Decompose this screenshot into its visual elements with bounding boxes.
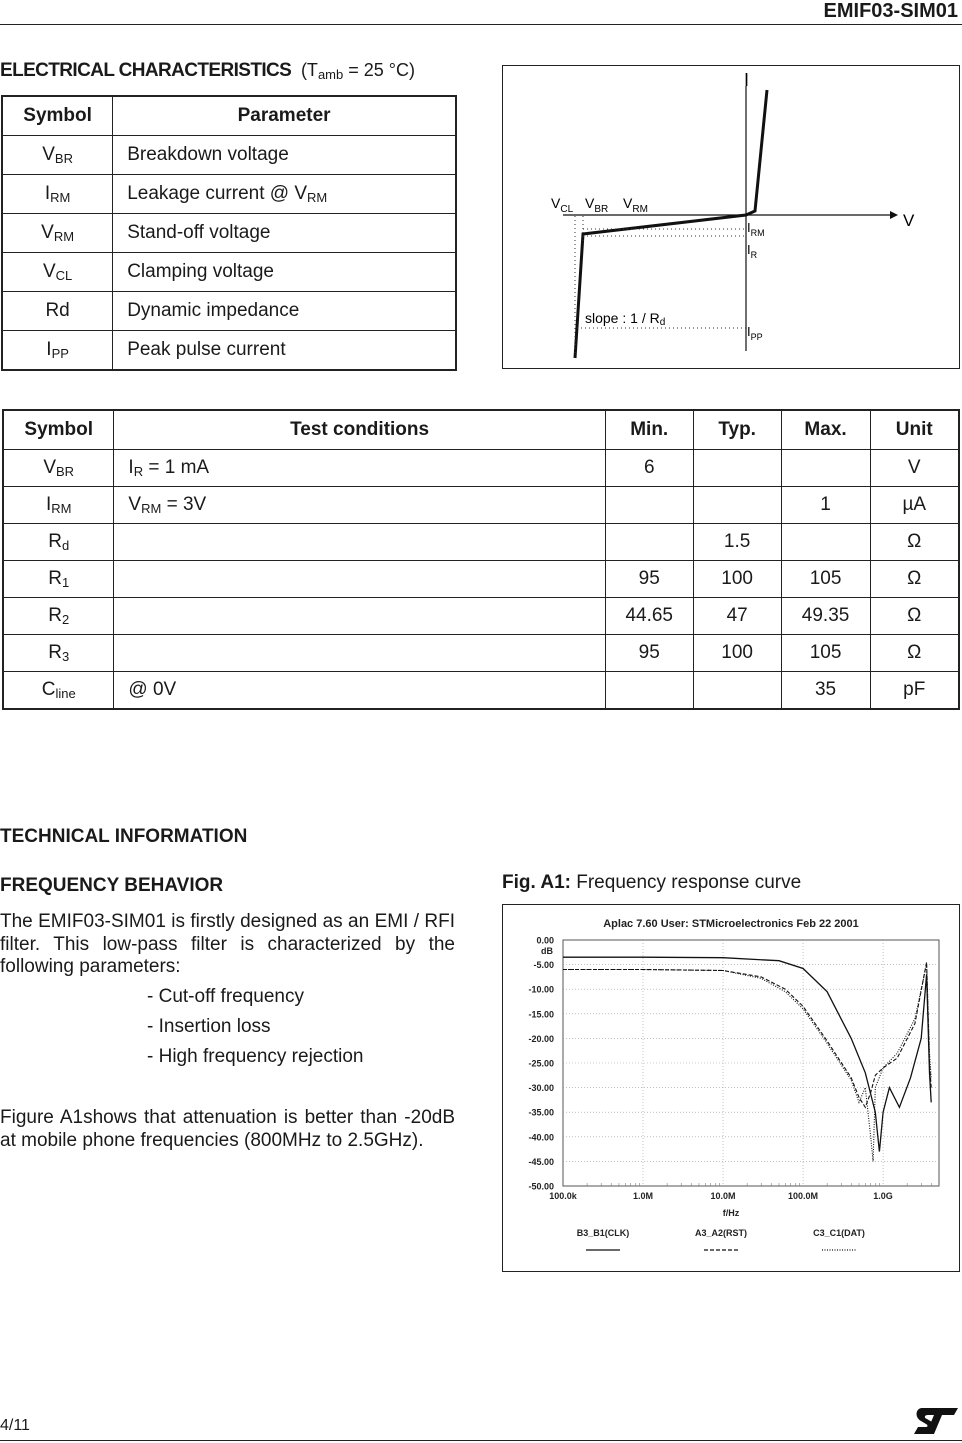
min-header: Min. [605,410,693,450]
footer-rule [0,1440,962,1441]
iv-diagram-svg [503,66,959,368]
test-conditions-header: Test conditions [114,410,605,450]
parameter-symbol: $V_{CL}$ [2,253,113,292]
x-axis-label: f/Hz [722,1208,740,1218]
vbr-label: $V_{BR}$ [585,195,609,215]
test-condition: $V_{RM} = 3V$ [114,487,605,524]
test-condition [114,524,605,561]
parameter-row [2,175,456,214]
test-row [3,487,959,524]
parameter-row [2,214,456,253]
test-typ [693,672,781,710]
legend-label: C3_C1(DAT) [813,1228,865,1238]
irm-label: $I_{RM}$ [747,220,765,238]
frequency-behavior-heading: FREQUENCY BEHAVIOR [0,875,224,896]
header-rule [0,24,962,25]
chart-title: Aplac 7.60 User: STMicroelectronics Feb 22 2001 [603,918,859,930]
test-condition [114,635,605,672]
test-max [781,450,870,487]
page-number: 4/11 [0,1417,30,1434]
parameter-description: Leakage current @ $V_{RM}$ [113,175,456,214]
test-max: 49.35 [781,598,870,635]
y-tick-label: -45.00 [528,1156,554,1167]
test-symbol: $C_{line}$ [3,672,114,710]
test-symbol: $R_2$ [3,598,114,635]
electrical-characteristics-heading [0,60,415,82]
y-tick-label: -30.00 [528,1083,554,1094]
parameter-symbol: Rd [2,292,113,331]
parameter-row [2,331,456,371]
typ-header: Typ. [693,410,781,450]
parameter-table-header [2,96,456,136]
y-tick-label: -35.00 [528,1107,554,1118]
test-min: 6 [605,450,693,487]
parameter-symbol: $V_{RM}$ [2,214,113,253]
max-header: Max. [781,410,870,450]
test-row [3,450,959,487]
test-typ: 1.5 [693,524,781,561]
electrical-title: ELECTRICAL CHARACTERISTICS [0,60,292,81]
test-max: 1 [781,487,870,524]
test-max: 35 [781,672,870,710]
x-tick-label: 1.0M [633,1191,654,1201]
parameter-row [2,253,456,292]
parameter-description: Breakdown voltage [113,136,456,175]
unit-header: Unit [870,410,959,450]
x-tick-label: 100.0k [549,1191,577,1201]
test-symbol: $V_{BR}$ [3,450,114,487]
st-logo [912,1406,960,1441]
test-conditions-table [2,409,960,710]
test-condition: $I_R = 1$ mA [114,450,605,487]
ir-label: $I_R$ [747,242,758,260]
parameter-description: Dynamic impedance [113,292,456,331]
test-max [781,524,870,561]
frequency-response-svg [503,905,959,1271]
test-unit: Ω [870,635,959,672]
parameter-description: Peak pulse current [113,331,456,371]
parameter-symbol: $I_{RM}$ [2,175,113,214]
test-row [3,635,959,672]
axis-v-label: V [903,211,915,230]
test-symbol: $R_1$ [3,561,114,598]
test-typ: 100 [693,561,781,598]
legend-label: A3_A2(RST) [694,1228,748,1238]
test-row [3,561,959,598]
y-tick-label: -5.00 [533,960,554,971]
symbol-header: Symbol [3,410,114,450]
y-tick-label: -50.00 [528,1181,554,1192]
vrm-label: $V_{RM}$ [623,195,648,215]
parameter-description: Stand-off voltage [113,214,456,253]
parameter-row [2,292,456,331]
test-min [605,672,693,710]
symbol-header: Symbol [2,96,113,136]
v-axis-arrow-icon [890,211,898,219]
test-typ: 47 [693,598,781,635]
figure-caption-text: Frequency response curve [570,872,802,893]
test-table-header [3,410,959,450]
test-min [605,487,693,524]
x-tick-label: 10.0M [710,1191,736,1201]
x-tick-label: 1.0G [873,1191,893,1201]
test-typ: 100 [693,635,781,672]
test-min: 95 [605,635,693,672]
tamb-condition: ($T_{amb} = 25$ °C) [300,60,415,82]
y-tick-label: 0.00 [536,935,554,946]
document-header-title: EMIF03-SIM01 [823,0,958,22]
test-symbol: $I_{RM}$ [3,487,114,524]
test-unit: V [870,450,959,487]
series-line-a3-a2-rst- [563,962,931,1107]
series-line-b3-b1-clk- [563,957,931,1151]
test-min: 44.65 [605,598,693,635]
parameter-description: Clamping voltage [113,253,456,292]
y-tick-label: -20.00 [528,1033,554,1044]
x-tick-label: 100.0M [788,1191,819,1201]
test-max: 105 [781,561,870,598]
parameter-header: Parameter [113,96,456,136]
slope-label: slope : 1 / Rd [585,310,666,328]
test-symbol: $R_3$ [3,635,114,672]
bullet-insertion-loss: - Insertion loss [147,1016,271,1037]
figure-label: Fig. A1: [502,872,571,893]
figure-caption [502,872,801,894]
y-tick-label: -15.00 [528,1009,554,1020]
technical-information-heading: TECHNICAL INFORMATION [0,826,248,847]
test-unit: pF [870,672,959,710]
bullet-cutoff: - Cut-off frequency [147,986,305,1007]
parameter-table [1,95,457,371]
frequency-response-chart [502,904,960,1272]
test-unit: µA [870,487,959,524]
attenuation-paragraph: Figure A1shows that attenuation is better than -20dB at mobile phone frequencies (800MHz to 2.5GHz). [0,1107,455,1151]
test-condition [114,598,605,635]
test-typ [693,450,781,487]
test-condition [114,561,605,598]
test-unit: Ω [870,598,959,635]
iv-characteristic-diagram [502,65,960,369]
test-min [605,524,693,561]
parameter-symbol: $I_{PP}$ [2,331,113,371]
test-row [3,524,959,561]
test-unit: Ω [870,561,959,598]
bullet-hf-rejection: - High frequency rejection [147,1046,364,1067]
y-axis-label: dB [541,946,553,956]
test-typ [693,487,781,524]
test-unit: Ω [870,524,959,561]
plot-frame [563,940,939,1186]
test-row [3,672,959,710]
ipp-label: $I_{PP}$ [747,324,763,342]
legend-label: B3_B1(CLK) [576,1228,630,1238]
test-symbol: $R_d$ [3,524,114,561]
parameter-row [2,136,456,175]
vcl-label: $V_{CL}$ [551,195,574,215]
y-tick-label: -10.00 [528,984,554,995]
y-tick-label: -25.00 [528,1058,554,1069]
axis-i-label: I [744,70,750,90]
test-max: 105 [781,635,870,672]
test-min: 95 [605,561,693,598]
st-logo-icon [912,1406,960,1436]
frequency-intro-paragraph: The EMIF03-SIM01 is firstly designed as an EMI / RFI filter. This low-pass filter is characterized by the following parameters: [0,911,455,977]
test-condition: @ 0V [114,672,605,710]
test-row [3,598,959,635]
y-tick-label: -40.00 [528,1132,554,1143]
parameter-symbol: $V_{BR}$ [2,136,113,175]
